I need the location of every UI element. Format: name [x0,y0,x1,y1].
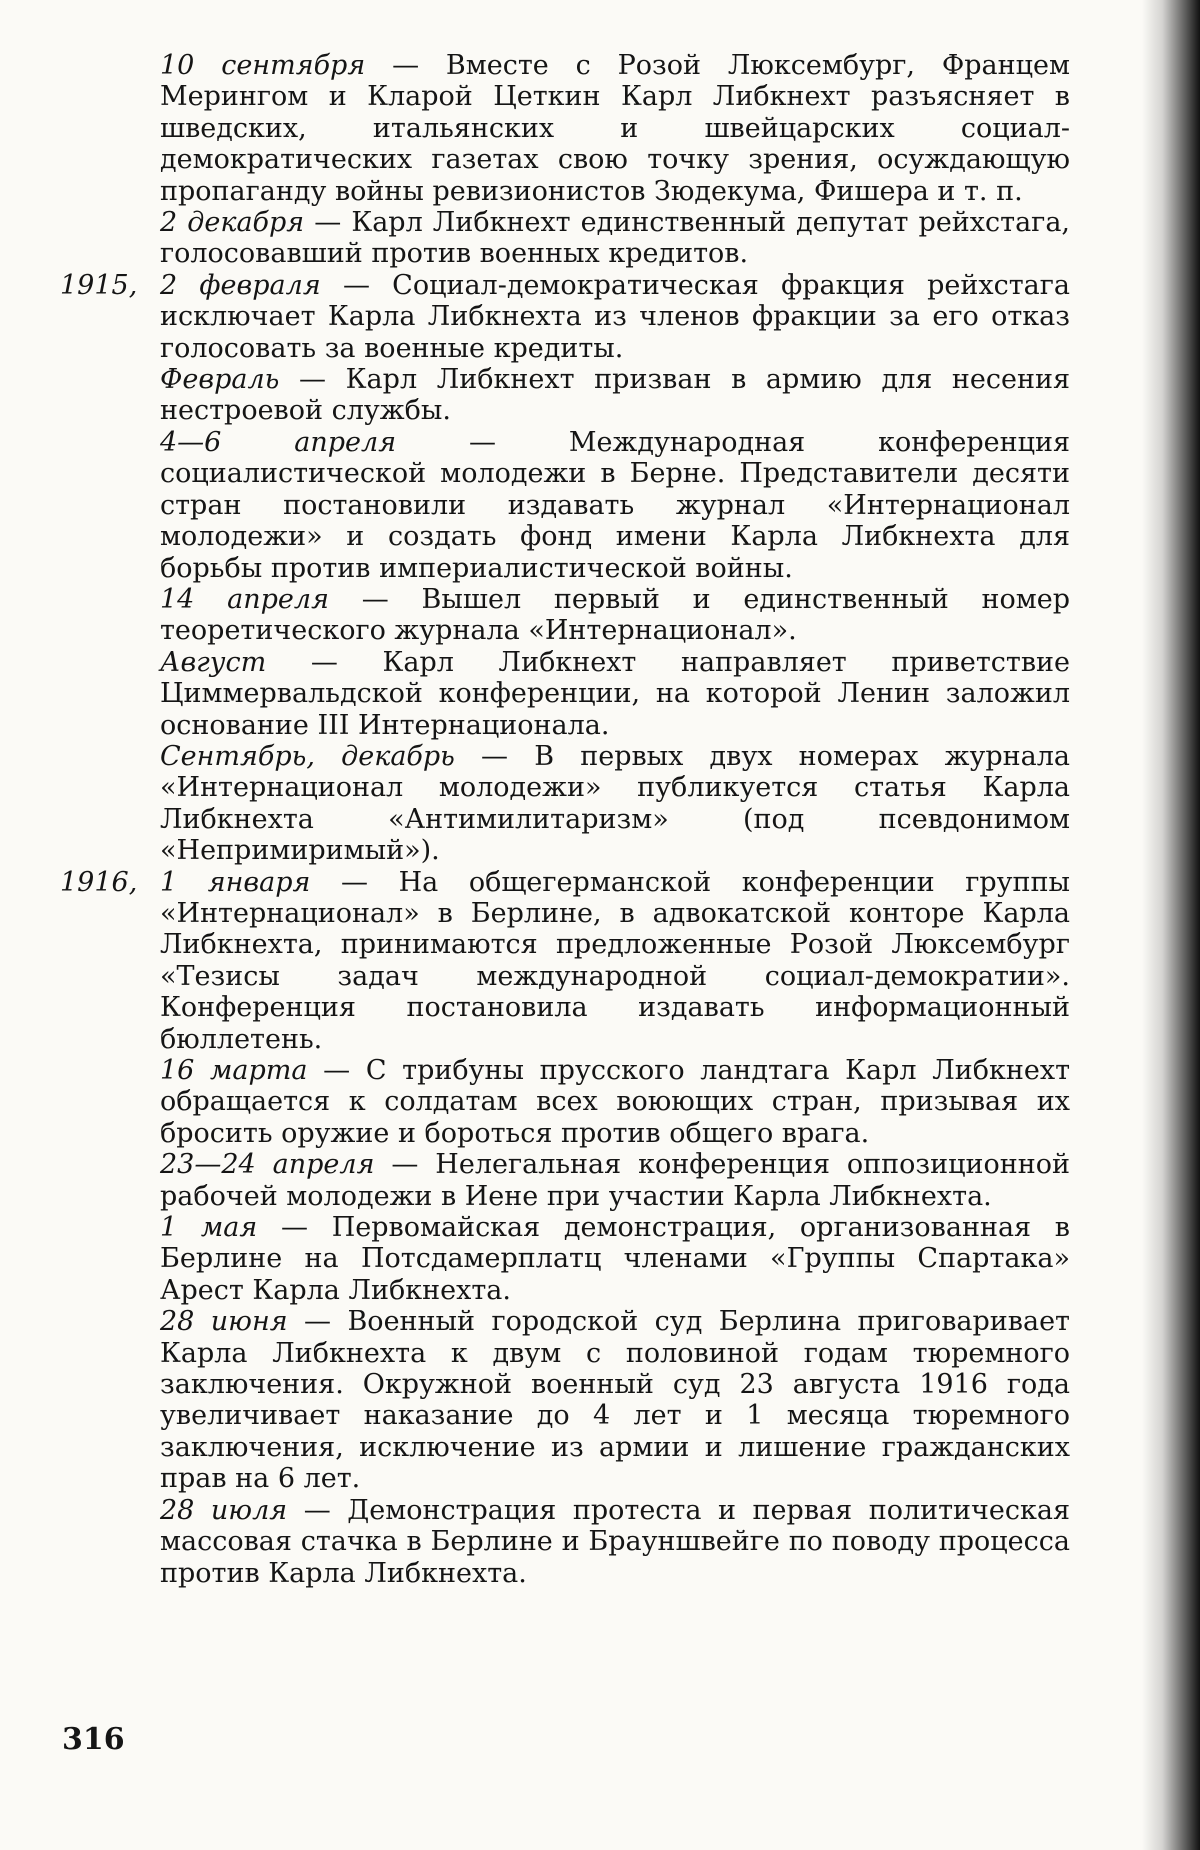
entry-date: 4—6 апреля [160,426,397,458]
entry-date: 14 апреля [160,583,329,615]
entry-date: Февраль [160,364,280,396]
chronology-entry [60,364,1070,427]
entry-body [160,584,1070,647]
entry-text: — Международная конференция социалистической молодежи в Берне. Представители десяти стран постановили издавать журнал «Интернационал молодежи» и создать фонд имени Карла Либкнехта для борьбы против империалистической войны. [160,426,1070,584]
page-number: 316 [62,1722,125,1757]
entry-text: — Вышел первый и единственный номер теоретического журнала «Интернационал». [160,583,1070,647]
entry-text: — Нелегальная конференция оппозиционной рабочей молодежи в Иене при участии Карла Либкнехта. [160,1149,1070,1212]
entry-text: — Демонстрация протеста и первая политическая массовая стачка в Берлине и Брауншвейге по поводу процесса против Карла Либкнехта. [160,1494,1070,1589]
entry-date: 2 февраля [160,269,321,301]
entry-text: — Социал-демократическая фракция рейхстага исключает Карла Либкнехта из членов фракции за его отказ голосовать за военные кредиты. [160,269,1070,364]
entry-text: — Карл Либкнехт единственный депутат рейхстага, голосовавший против военных кредитов. [160,207,1071,270]
chronology-entry [60,270,1070,364]
entry-text: — На общегерманской конференции группы «Интернационал» в Берлине, в адвокатской конторе Карла Либкнехта, принимаются предложенные Розой Люксембург «Тезисы задач международной социал-демократии». Конференция постановила издавать информационный бюллетень. [160,866,1070,1055]
entry-body [160,647,1070,741]
entry-date: 2 декабря [160,207,305,239]
chronology-entry [60,584,1070,647]
entry-date: Сентябрь, декабрь [160,740,455,772]
entry-text: — В первых двух номерах журнала «Интернационал молодежи» публикуется статья Карла Либкнехта «Антимилитаризм» (под псевдонимом «Непримиримый»). [160,740,1070,867]
page-edge-shadow [1142,0,1200,1850]
entry-body [160,207,1070,270]
chronology-text [60,50,1070,1589]
chronology-entry [60,741,1070,867]
entry-body [160,427,1070,584]
entry-body [160,364,1070,427]
entry-date: 1 мая [160,1212,258,1244]
entry-body [160,270,1070,364]
entry-body [160,741,1070,867]
chronology-entry [60,1212,1070,1306]
chronology-entry [60,1149,1070,1212]
entry-body [160,1055,1070,1149]
entry-date: 10 сентября [160,50,366,81]
entry-year: 1916, [60,866,138,898]
entry-body [160,50,1070,207]
entry-text: — Карл Либкнехт призван в армию для несения нестроевой службы. [160,364,1070,427]
entry-body [160,1495,1070,1589]
entry-text: — С трибуны прусского ландтага Карл Либкнехт обращается к солдатам всех воюющих стран, призывая их бросить оружие и бороться против общего врага. [160,1055,1071,1149]
entry-text: — Первомайская демонстрация, организованная в Берлине на Потсдамерплатц членами «Группы Спартака» Арест Карла Либкнехта. [160,1212,1070,1306]
entry-date: 23—24 апреля [160,1149,375,1181]
chronology-entry [60,1495,1070,1589]
chronology-entry [60,647,1070,741]
entry-text: — Карл Либкнехт направляет приветствие Циммервальдской конференции, на которой Ленин заложил основание III Интернационала. [160,646,1070,741]
entry-text: — Вместе с Розой Люксембург, Францем Мерингом и Кларой Цеткин Карл Либкнехт разъясняет в шведских, итальянских и швейцарских социал-демократических газетах свою точку зрения, осуждающую пропаганду войны ревизионистов Зюдекума, Фишера и т. п. [160,50,1070,207]
chronology-entry [60,1055,1070,1149]
entry-date: 28 июня [160,1306,288,1338]
entry-date: 1 января [160,866,311,898]
entry-date: Август [160,646,267,678]
entry-year: 1915, [60,269,138,301]
entry-body [160,1212,1070,1306]
chronology-entry [60,207,1070,270]
entry-date: 28 июля [160,1494,288,1526]
entry-text: — Военный городской суд Берлина приговаривает Карла Либкнехта к двум с половиной годам тюремного заключения. Окружной военный суд 23 августа 1916 года увеличивает наказание до 4 лет и 1 месяца тюремного заключения, исключение из армии и лишение гражданских прав на 6 лет. [160,1306,1070,1495]
entry-body [160,867,1070,1055]
entry-body [160,1149,1070,1212]
chronology-entry [60,867,1070,1055]
chronology-entry [60,50,1070,207]
entry-body [160,1306,1070,1494]
entry-date: 16 марта [160,1055,308,1086]
chronology-entry [60,427,1070,584]
chronology-entry [60,1306,1070,1494]
